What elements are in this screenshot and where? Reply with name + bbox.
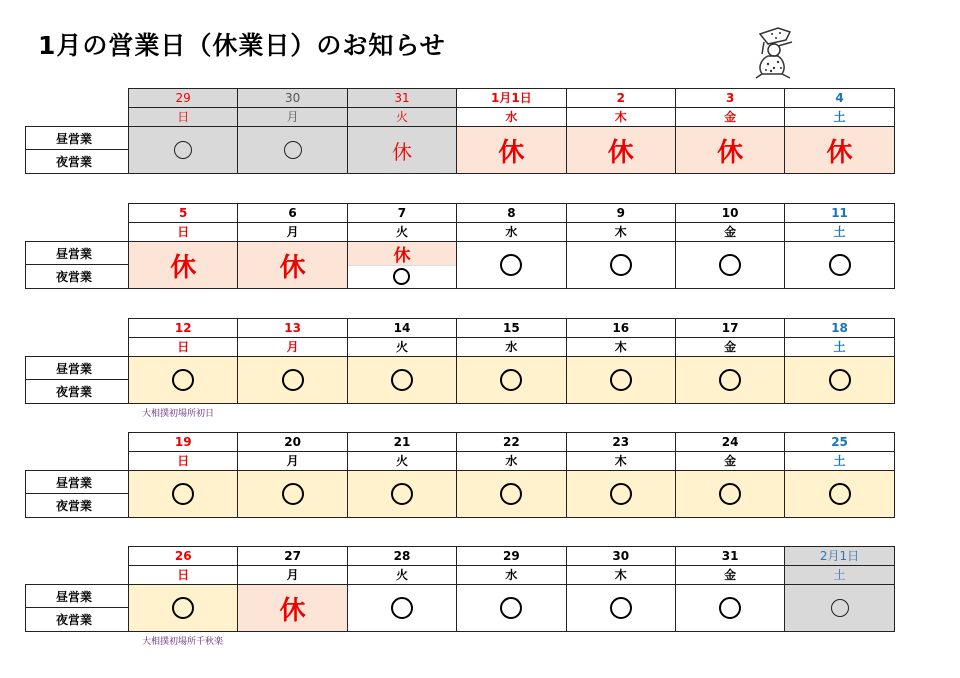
status-mark bbox=[785, 471, 893, 517]
day-cell bbox=[566, 203, 676, 289]
status-area bbox=[676, 471, 784, 517]
status-mark bbox=[348, 127, 456, 173]
night-service-label: 夜営業 bbox=[56, 385, 93, 399]
status-area bbox=[567, 471, 675, 517]
weekday-label: 土 bbox=[785, 338, 893, 357]
date-label: 8 bbox=[457, 204, 565, 223]
closed-mark: 休 bbox=[498, 137, 525, 168]
open-circle-icon bbox=[719, 597, 741, 619]
status-area bbox=[348, 585, 456, 631]
day-cell bbox=[675, 546, 785, 632]
status-mark bbox=[457, 127, 565, 173]
status-area bbox=[457, 242, 565, 288]
day-cell bbox=[237, 88, 347, 174]
weekday-label: 水 bbox=[457, 338, 565, 357]
status-mark bbox=[676, 357, 784, 403]
open-circle-icon bbox=[174, 141, 192, 159]
day-cell bbox=[784, 88, 894, 174]
status-mark bbox=[238, 471, 346, 517]
weekday-label: 金 bbox=[676, 566, 784, 585]
open-circle-icon bbox=[391, 597, 413, 619]
weekday-label: 日 bbox=[129, 108, 237, 127]
date-label: 2月1日 bbox=[785, 547, 893, 566]
weekday-label: 月 bbox=[238, 338, 346, 357]
weekday-label: 火 bbox=[348, 452, 456, 471]
weekday-label: 水 bbox=[457, 108, 565, 127]
day-cell bbox=[128, 203, 238, 289]
open-circle-icon bbox=[284, 141, 302, 159]
status-area bbox=[238, 471, 346, 517]
day-cell bbox=[347, 318, 457, 404]
status-mark bbox=[348, 471, 456, 517]
night-open bbox=[348, 265, 456, 288]
status-area bbox=[129, 242, 237, 288]
status-area bbox=[129, 127, 237, 173]
weekday-label: 木 bbox=[567, 452, 675, 471]
row-labels bbox=[25, 126, 129, 174]
page-title: 1月の営業日（休業日）のお知らせ bbox=[38, 31, 446, 60]
status-area bbox=[785, 242, 893, 288]
day-cell bbox=[347, 546, 457, 632]
date-label: 30 bbox=[238, 89, 346, 108]
day-cell bbox=[784, 546, 894, 632]
row-labels bbox=[25, 241, 129, 289]
status-mark bbox=[129, 585, 237, 631]
date-label: 14 bbox=[348, 319, 456, 338]
status-mark bbox=[785, 357, 893, 403]
day-cell bbox=[675, 318, 785, 404]
status-mark bbox=[785, 585, 893, 631]
open-circle-icon bbox=[829, 483, 851, 505]
status-area bbox=[238, 357, 346, 403]
date-label: 29 bbox=[457, 547, 565, 566]
day-cell bbox=[566, 432, 676, 518]
day-cell bbox=[237, 318, 347, 404]
status-area bbox=[676, 242, 784, 288]
closed-mark: 休 bbox=[391, 139, 412, 164]
row-labels bbox=[25, 584, 129, 632]
status-area bbox=[348, 357, 456, 403]
status-mark bbox=[457, 242, 565, 288]
status-area bbox=[457, 357, 565, 403]
status-mark bbox=[129, 242, 237, 288]
day-service-label: 昼営業 bbox=[26, 127, 128, 150]
date-label: 17 bbox=[676, 319, 784, 338]
weekday-label: 土 bbox=[785, 452, 893, 471]
status-mark bbox=[238, 127, 346, 173]
day-cell bbox=[456, 432, 566, 518]
day-cell bbox=[456, 88, 566, 174]
weekday-label: 水 bbox=[457, 566, 565, 585]
open-circle-icon bbox=[610, 483, 632, 505]
day-cell bbox=[128, 432, 238, 518]
closed-mark: 休 bbox=[607, 137, 634, 168]
status-area bbox=[457, 471, 565, 517]
status-mark bbox=[129, 471, 237, 517]
status-area bbox=[348, 127, 456, 173]
day-cell bbox=[675, 432, 785, 518]
status-area bbox=[785, 585, 893, 631]
closed-mark: 休 bbox=[279, 252, 306, 283]
open-circle-icon bbox=[172, 597, 194, 619]
date-label: 21 bbox=[348, 433, 456, 452]
status-area bbox=[567, 585, 675, 631]
open-circle-icon bbox=[610, 597, 632, 619]
open-circle-icon bbox=[500, 369, 522, 391]
status-mark bbox=[785, 242, 893, 288]
weekday-label: 金 bbox=[676, 452, 784, 471]
status-area bbox=[785, 357, 893, 403]
row-labels bbox=[25, 470, 129, 518]
weekday-label: 日 bbox=[129, 566, 237, 585]
open-circle-icon bbox=[172, 369, 194, 391]
weekday-label: 火 bbox=[348, 566, 456, 585]
closed-mark: 休 bbox=[717, 137, 744, 168]
date-label: 7 bbox=[348, 204, 456, 223]
status-area bbox=[348, 242, 456, 288]
night-service-label: 夜営業 bbox=[56, 499, 93, 513]
day-service-label: 昼営業 bbox=[26, 242, 128, 265]
status-area bbox=[676, 127, 784, 173]
weekday-label: 土 bbox=[785, 566, 893, 585]
day-cell bbox=[456, 546, 566, 632]
status-mark bbox=[457, 357, 565, 403]
day-cell bbox=[675, 203, 785, 289]
day-cell bbox=[128, 318, 238, 404]
open-circle-icon bbox=[282, 369, 304, 391]
status-mark bbox=[129, 357, 237, 403]
date-label: 29 bbox=[129, 89, 237, 108]
status-area bbox=[238, 585, 346, 631]
date-label: 26 bbox=[129, 547, 237, 566]
status-mark bbox=[676, 127, 784, 173]
open-circle-icon bbox=[829, 369, 851, 391]
date-label: 27 bbox=[238, 547, 346, 566]
day-cell bbox=[784, 432, 894, 518]
event-note: 大相撲初場所千秋楽 bbox=[142, 637, 224, 647]
day-cell bbox=[347, 203, 457, 289]
date-label: 22 bbox=[457, 433, 565, 452]
weekday-label: 日 bbox=[129, 452, 237, 471]
status-mark bbox=[238, 242, 346, 288]
day-cell bbox=[347, 88, 457, 174]
status-mark bbox=[457, 471, 565, 517]
weekday-label: 木 bbox=[567, 108, 675, 127]
date-label: 11 bbox=[785, 204, 893, 223]
open-circle-icon bbox=[393, 268, 410, 285]
weekday-label: 水 bbox=[457, 223, 565, 242]
day-cell bbox=[237, 432, 347, 518]
day-cell bbox=[566, 88, 676, 174]
day-cell bbox=[456, 318, 566, 404]
status-mark bbox=[676, 242, 784, 288]
weekday-label: 月 bbox=[238, 566, 346, 585]
day-closed bbox=[348, 242, 456, 266]
open-circle-icon bbox=[829, 254, 851, 276]
weekday-label: 日 bbox=[129, 223, 237, 242]
weekday-label: 木 bbox=[567, 223, 675, 242]
status-area bbox=[129, 471, 237, 517]
open-circle-icon bbox=[719, 483, 741, 505]
status-area bbox=[676, 585, 784, 631]
date-label: 2 bbox=[567, 89, 675, 108]
event-note: 大相撲初場所初日 bbox=[142, 409, 215, 419]
open-circle-icon bbox=[610, 369, 632, 391]
night-service-label: 夜営業 bbox=[56, 613, 93, 627]
date-label: 23 bbox=[567, 433, 675, 452]
status-mark bbox=[348, 585, 456, 631]
status-area bbox=[238, 242, 346, 288]
open-circle-icon bbox=[500, 254, 522, 276]
day-service-label: 昼営業 bbox=[26, 357, 128, 380]
open-circle-icon bbox=[172, 483, 194, 505]
status-mark bbox=[567, 471, 675, 517]
status-area bbox=[238, 127, 346, 173]
night-service-label: 夜営業 bbox=[56, 270, 93, 284]
status-mark bbox=[457, 585, 565, 631]
status-area bbox=[785, 127, 893, 173]
weekday-label: 月 bbox=[238, 452, 346, 471]
day-cell bbox=[784, 318, 894, 404]
date-label: 5 bbox=[129, 204, 237, 223]
status-area bbox=[567, 242, 675, 288]
weekday-label: 木 bbox=[567, 338, 675, 357]
status-mark bbox=[129, 127, 237, 173]
status-area bbox=[129, 357, 237, 403]
status-mark bbox=[676, 471, 784, 517]
day-service-label: 昼営業 bbox=[26, 585, 128, 608]
day-cell bbox=[128, 88, 238, 174]
closed-mark: 休 bbox=[170, 252, 197, 283]
date-label: 9 bbox=[567, 204, 675, 223]
weekday-label: 月 bbox=[238, 223, 346, 242]
closed-mark: 休 bbox=[393, 246, 411, 266]
date-label: 19 bbox=[129, 433, 237, 452]
closed-mark: 休 bbox=[826, 137, 853, 168]
status-area bbox=[785, 471, 893, 517]
weekday-label: 火 bbox=[348, 223, 456, 242]
open-circle-icon bbox=[500, 597, 522, 619]
weekday-label: 金 bbox=[676, 108, 784, 127]
status-mark bbox=[785, 127, 893, 173]
day-cell bbox=[128, 546, 238, 632]
date-label: 10 bbox=[676, 204, 784, 223]
day-cell bbox=[237, 546, 347, 632]
date-label: 31 bbox=[348, 89, 456, 108]
status-area bbox=[129, 585, 237, 631]
date-label: 3 bbox=[676, 89, 784, 108]
status-area bbox=[348, 471, 456, 517]
date-label: 28 bbox=[348, 547, 456, 566]
night-service-label: 夜営業 bbox=[56, 155, 93, 169]
date-label: 15 bbox=[457, 319, 565, 338]
weekday-label: 火 bbox=[348, 108, 456, 127]
status-mark bbox=[676, 585, 784, 631]
open-circle-icon bbox=[282, 483, 304, 505]
weekday-label: 月 bbox=[238, 108, 346, 127]
status-mark bbox=[567, 127, 675, 173]
status-area bbox=[567, 127, 675, 173]
weekday-label: 木 bbox=[567, 566, 675, 585]
open-circle-icon bbox=[500, 483, 522, 505]
status-area bbox=[676, 357, 784, 403]
date-label: 18 bbox=[785, 319, 893, 338]
day-cell bbox=[347, 432, 457, 518]
date-label: 1月1日 bbox=[457, 89, 565, 108]
day-service-label: 昼営業 bbox=[26, 471, 128, 494]
status-mark bbox=[567, 357, 675, 403]
status-mark bbox=[567, 242, 675, 288]
row-labels bbox=[25, 356, 129, 404]
date-label: 31 bbox=[676, 547, 784, 566]
date-label: 20 bbox=[238, 433, 346, 452]
closed-mark: 休 bbox=[279, 595, 306, 626]
day-cell bbox=[784, 203, 894, 289]
date-label: 12 bbox=[129, 319, 237, 338]
weekday-label: 金 bbox=[676, 223, 784, 242]
open-circle-icon bbox=[391, 483, 413, 505]
status-mark bbox=[348, 357, 456, 403]
day-cell bbox=[237, 203, 347, 289]
sumo-illustration bbox=[738, 24, 806, 82]
status-area bbox=[567, 357, 675, 403]
day-cell bbox=[566, 318, 676, 404]
date-label: 4 bbox=[785, 89, 893, 108]
status-area bbox=[457, 127, 565, 173]
date-label: 25 bbox=[785, 433, 893, 452]
status-mark bbox=[567, 585, 675, 631]
status-area bbox=[457, 585, 565, 631]
weekday-label: 水 bbox=[457, 452, 565, 471]
date-label: 24 bbox=[676, 433, 784, 452]
weekday-label: 土 bbox=[785, 108, 893, 127]
open-circle-icon bbox=[610, 254, 632, 276]
weekday-label: 火 bbox=[348, 338, 456, 357]
day-cell bbox=[566, 546, 676, 632]
status-mark bbox=[238, 585, 346, 631]
open-circle-icon bbox=[831, 599, 849, 617]
date-label: 30 bbox=[567, 547, 675, 566]
weekday-label: 日 bbox=[129, 338, 237, 357]
weekday-label: 土 bbox=[785, 223, 893, 242]
date-label: 6 bbox=[238, 204, 346, 223]
open-circle-icon bbox=[719, 369, 741, 391]
date-label: 13 bbox=[238, 319, 346, 338]
status-mark bbox=[238, 357, 346, 403]
day-cell bbox=[456, 203, 566, 289]
date-label: 16 bbox=[567, 319, 675, 338]
open-circle-icon bbox=[391, 369, 413, 391]
weekday-label: 金 bbox=[676, 338, 784, 357]
open-circle-icon bbox=[719, 254, 741, 276]
day-cell bbox=[675, 88, 785, 174]
